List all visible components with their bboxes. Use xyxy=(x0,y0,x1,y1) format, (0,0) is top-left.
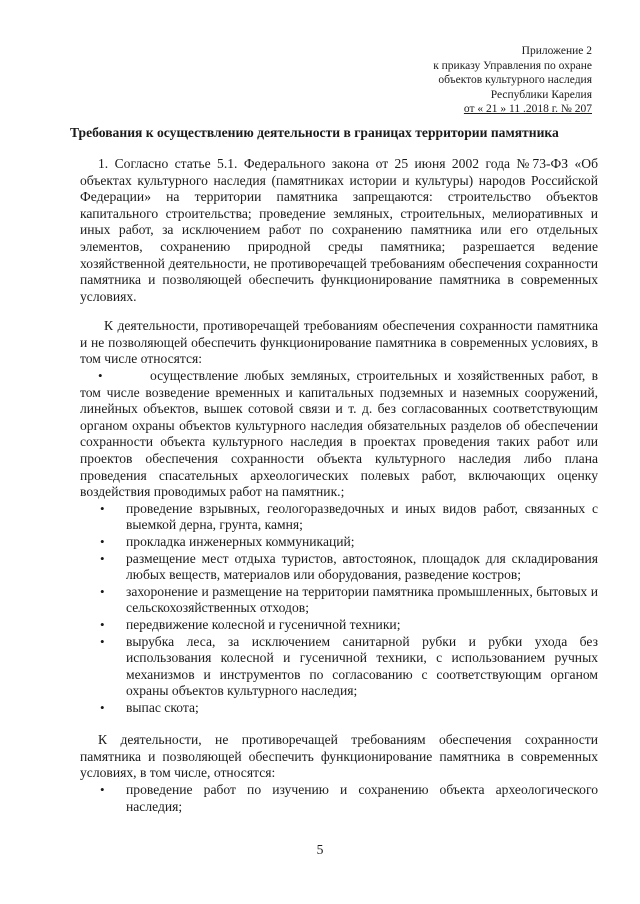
list-item-text: размещение мест отдыха туристов, автостоянок, площадок для складирования любых веществ, материалов или оборудования, разведение костров; xyxy=(126,550,598,583)
list-item-text: осуществление любых земляных, строительных и хозяйственных работ, в том числе возведение временных и капитальных подземных и наземных сооружений, линейных объектов, вышек сотовой связи и т. д. без согласованных соответствующим органом охраны объектов культурного наследия обязательных разделов об обеспечении сохранности объекта культурного наследия в проектах проведения таких работ или проектов обеспечения сохранности объекта культурного наследия либо плана проведения спасательных археологических полевых работ, включающих оценку воздействия проводимых работ на памятник.; xyxy=(80,368,598,500)
bullet-icon: • xyxy=(100,583,105,599)
list-item-text: выпас скота; xyxy=(126,699,199,715)
list-item xyxy=(80,782,598,815)
list-item-text: проведение взрывных, геологоразведочных и иных видов работ, связанных с выемкой дерна, грунта, камня; xyxy=(126,500,598,533)
appendix-header xyxy=(352,44,592,117)
appendix-line: Республики Карелия xyxy=(490,88,592,101)
allowed-list xyxy=(80,782,598,815)
paragraph-legal-basis: 1. Согласно статье 5.1. Федерального закона от 25 июня 2002 года №73-ФЗ «Об объектах культурного наследия (памятниках истории и культуры) народов Российской Федерации» на территории памятника запрещаются: строительство объектов капитального строительства; проведение земляных, строительных, мелиоративных и иных работ, за исключением работ по сохранению памятника или его отдельных элементов, сохранению природной среды памятника; разрешается ведение хозяйственной деятельности, не противоречащей требованиям обеспечения сохранности памятника и позволяющей обеспечить функционирование памятника в современных условиях. xyxy=(80,156,598,304)
document-title: Требования к осуществлению деятельности в границах территории памятника xyxy=(70,125,559,140)
list-item xyxy=(80,501,598,534)
list-item xyxy=(80,584,598,617)
bullet-icon: • xyxy=(100,500,105,516)
paragraph-allowed-intro: К деятельности, не противоречащей требованиям обеспечения сохранности памятника и позволяющей обеспечить функционирование памятника в современных условиях, в том числе, относятся: xyxy=(80,732,598,781)
list-item-text: передвижение колесной и гусеничной техники; xyxy=(126,616,401,632)
bullet-icon: • xyxy=(100,616,105,632)
prohibited-list xyxy=(80,368,598,716)
list-item-text: проведение работ по изучению и сохранению объекта археологического наследия; xyxy=(126,782,598,814)
bullet-icon: • xyxy=(98,368,103,383)
bullet-icon: • xyxy=(100,550,105,566)
list-item-text: прокладка инженерных коммуникаций; xyxy=(126,533,355,549)
bullet-icon: • xyxy=(100,782,105,797)
paragraph-prohibited-intro: К деятельности, противоречащей требованиям обеспечения сохранности памятника и не позволяющей обеспечить функционирование памятника в современных условиях, в том числе относятся: xyxy=(80,318,598,367)
bullet-icon: • xyxy=(100,633,105,649)
appendix-line: к приказу Управления по охране xyxy=(433,59,592,72)
list-item xyxy=(80,634,598,700)
appendix-line: Приложение 2 xyxy=(521,45,592,57)
list-item-text: захоронение и размещение на территории памятника промышленных, бытовых и сельскохозяйственных отходов; xyxy=(126,583,598,616)
page-number: 5 xyxy=(316,842,324,857)
bullet-icon: • xyxy=(100,533,105,549)
bullet-icon: • xyxy=(100,699,105,715)
list-item xyxy=(80,617,598,634)
list-item xyxy=(80,700,598,717)
list-item xyxy=(80,368,598,501)
appendix-line: объектов культурного наследия xyxy=(438,74,592,86)
appendix-date: от « 21 » 11 .2018 г. № 207 xyxy=(463,103,592,115)
list-item-text: вырубка леса, за исключением санитарной рубки и рубки ухода без использования колесной и гусеничной техники, с использованием ручных механизмов и инструментов по согласованию с соответствующим органом охраны объектов культурного наследия; xyxy=(126,633,598,699)
list-item xyxy=(80,551,598,584)
list-item xyxy=(80,534,598,551)
